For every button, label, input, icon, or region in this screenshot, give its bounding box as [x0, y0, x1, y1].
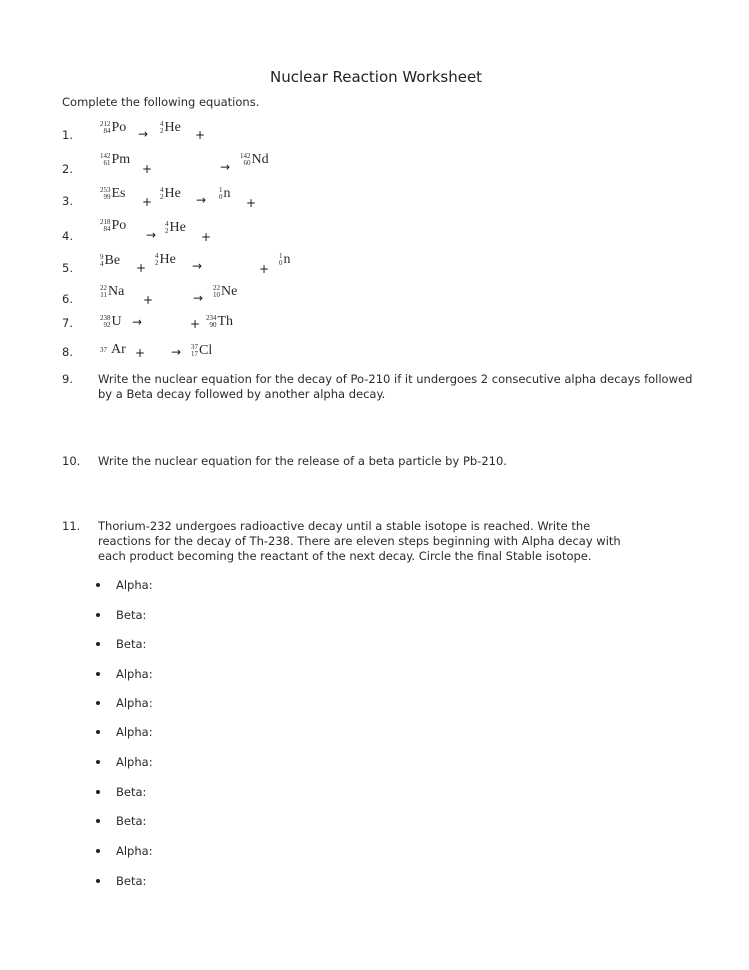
decay-step-label: Beta: — [116, 637, 147, 651]
bullet-icon — [96, 672, 100, 676]
bullet-icon — [96, 879, 100, 883]
equation-number: 8. — [62, 345, 73, 359]
atomic-number: 84 — [103, 127, 111, 135]
atomic-number: 2 — [155, 259, 159, 267]
atomic-number: 4 — [100, 260, 104, 268]
mass-number: 9 — [100, 253, 104, 261]
atomic-number: 11 — [100, 291, 107, 299]
question-text: Write the nuclear equation for the decay of Po-210 if it undergoes 2 consecutive alpha decays followed by a Beta decay followed by another alpha decay. — [98, 372, 693, 401]
mass-number: 4 — [165, 220, 169, 228]
mass-number: 1 — [279, 252, 283, 260]
arrow-icon: → — [171, 345, 182, 359]
plus-sign: + — [195, 128, 206, 142]
page-title: Nuclear Reaction Worksheet — [270, 68, 483, 86]
bullet-icon — [96, 790, 100, 794]
question-number: 10. — [62, 454, 81, 468]
atomic-number: 2 — [160, 193, 164, 201]
list-item — [96, 667, 153, 681]
atomic-number: 0 — [279, 259, 283, 267]
list-item — [96, 755, 153, 769]
question-number: 11. — [62, 519, 81, 533]
decay-step-label: Beta: — [116, 785, 147, 799]
plus-sign: + — [190, 317, 201, 331]
list-item — [96, 844, 153, 858]
mass-number: 212 — [100, 120, 111, 128]
plus-sign: + — [246, 196, 257, 210]
nuclide — [160, 186, 181, 202]
bullet-icon — [96, 701, 100, 705]
element-symbol: U — [111, 314, 122, 329]
plus-sign: + — [142, 162, 153, 176]
element-symbol: Cl — [199, 343, 213, 358]
element-symbol: Es — [111, 186, 126, 201]
element-symbol: He — [159, 252, 176, 267]
atomic-number: 0 — [219, 193, 223, 201]
nuclide — [213, 284, 237, 300]
mass-number: 1 — [219, 186, 223, 194]
question-text: Write the nuclear equation for the release of a beta particle by Pb-210. — [98, 454, 507, 468]
decay-step-label: Beta: — [116, 814, 147, 828]
bullet-icon — [96, 642, 100, 646]
decay-step-label: Alpha: — [116, 755, 153, 769]
mass-number: 142 — [240, 152, 251, 160]
list-item — [96, 578, 153, 592]
list-item — [96, 608, 146, 622]
nuclide — [206, 314, 233, 330]
decay-step-label: Alpha: — [116, 578, 153, 592]
nuclide — [100, 342, 126, 358]
list-item — [96, 725, 153, 739]
decay-step-label: Alpha: — [116, 667, 153, 681]
nuclide — [100, 120, 126, 136]
element-symbol: n — [223, 186, 231, 201]
nuclide — [100, 186, 126, 202]
mass-number: 22 — [213, 284, 220, 292]
nuclide — [100, 218, 126, 234]
mass-number: 4 — [160, 186, 164, 194]
equation-number: 7. — [62, 316, 73, 330]
nuclide — [155, 252, 176, 268]
atomic-number: 90 — [209, 321, 217, 329]
element-symbol: He — [164, 186, 181, 201]
equation-number: 5. — [62, 261, 73, 275]
question-text: Thorium-232 undergoes radioactive decay until a stable isotope is reached. Write the reactions for the decay of Th-238. There are eleven steps beginning with Alpha decay with each product becoming the reactant of the next decay. Circle the final Stable isotope. — [98, 519, 621, 563]
atomic-number: 2 — [165, 227, 169, 235]
mass-number: 37 — [100, 345, 107, 354]
nuclide — [100, 152, 130, 168]
decay-step-label: Alpha: — [116, 725, 153, 739]
equation-number: 1. — [62, 128, 73, 142]
nuclide — [219, 186, 231, 202]
list-item — [96, 696, 153, 710]
arrow-icon: → — [132, 315, 143, 329]
decay-step-label: Beta: — [116, 608, 147, 622]
mass-number: 22 — [100, 284, 107, 292]
atomic-number: 2 — [160, 127, 164, 135]
plus-sign: + — [142, 195, 153, 209]
plus-sign: + — [135, 346, 146, 360]
atomic-number: 17 — [191, 350, 198, 358]
element-symbol: Ar — [111, 342, 126, 357]
element-symbol: Ne — [221, 284, 238, 299]
equation-number: 6. — [62, 292, 73, 306]
list-item — [96, 814, 146, 828]
element-symbol: Th — [217, 314, 234, 329]
mass-number: 4 — [160, 120, 164, 128]
plus-sign: + — [259, 262, 270, 276]
mass-number: 253 — [100, 186, 111, 194]
atomic-number: 84 — [103, 225, 111, 233]
atomic-number: 99 — [103, 193, 111, 201]
atomic-number: 92 — [103, 321, 111, 329]
mass-number: 238 — [100, 314, 111, 322]
arrow-icon: → — [192, 259, 203, 273]
list-item — [96, 874, 146, 888]
bullet-icon — [96, 849, 100, 853]
mass-number: 37 — [191, 343, 198, 351]
element-symbol: Na — [108, 284, 125, 299]
atomic-number: 61 — [103, 159, 111, 167]
element-symbol: He — [164, 120, 181, 135]
plus-sign: + — [136, 261, 147, 275]
nuclide — [240, 152, 269, 168]
arrow-icon: → — [138, 127, 149, 141]
element-symbol: Pm — [111, 152, 131, 167]
nuclide — [100, 314, 122, 330]
plus-sign: + — [143, 293, 154, 307]
atomic-number: 60 — [243, 159, 251, 167]
bullet-icon — [96, 613, 100, 617]
decay-step-label: Beta: — [116, 874, 147, 888]
bullet-icon — [96, 730, 100, 734]
arrow-icon: → — [193, 291, 204, 305]
atomic-number: 10 — [213, 291, 220, 299]
element-symbol: Po — [111, 218, 127, 233]
list-item — [96, 785, 146, 799]
nuclide — [100, 253, 120, 269]
element-symbol: n — [283, 252, 291, 267]
equation-number: 2. — [62, 162, 73, 176]
decay-step-label: Alpha: — [116, 844, 153, 858]
nuclide — [160, 120, 181, 136]
element-symbol: He — [169, 220, 186, 235]
bullet-icon — [96, 583, 100, 587]
plus-sign: + — [201, 230, 212, 244]
arrow-icon: → — [146, 228, 157, 242]
mass-number: 218 — [100, 218, 111, 226]
mass-number: 4 — [155, 252, 159, 260]
element-symbol: Po — [111, 120, 127, 135]
arrow-icon: → — [196, 193, 207, 207]
nuclide — [165, 220, 186, 236]
element-symbol: Nd — [251, 152, 269, 167]
nuclide — [279, 252, 291, 268]
decay-step-label: Alpha: — [116, 696, 153, 710]
mass-number: 142 — [100, 152, 111, 160]
arrow-icon: → — [220, 160, 231, 174]
equation-number: 4. — [62, 229, 73, 243]
equation-number: 3. — [62, 194, 73, 208]
instructions: Complete the following equations. — [62, 95, 260, 109]
question-number: 9. — [62, 372, 73, 386]
bullet-icon — [96, 760, 100, 764]
element-symbol: Be — [104, 253, 121, 268]
mass-number: 234 — [206, 314, 217, 322]
list-item — [96, 637, 146, 651]
bullet-icon — [96, 819, 100, 823]
nuclide — [100, 284, 124, 300]
nuclide — [191, 343, 212, 359]
